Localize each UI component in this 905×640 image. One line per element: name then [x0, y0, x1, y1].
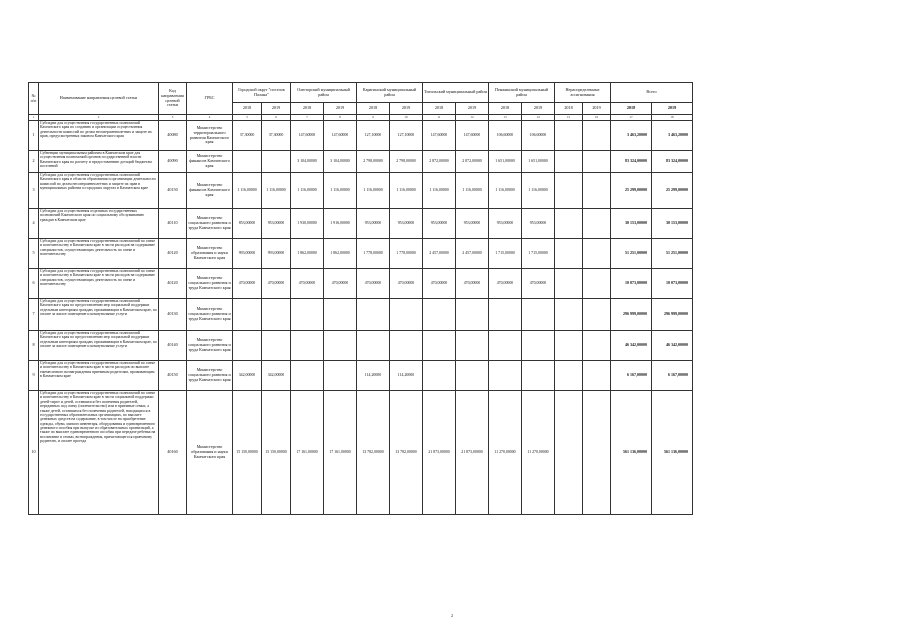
header-year: 2019: [583, 103, 611, 115]
row-code: 40120: [159, 269, 187, 299]
district-value: 342,00000: [262, 361, 291, 391]
district-value: [390, 299, 423, 331]
district-value: 147,60000: [456, 121, 489, 151]
district-value: [262, 151, 291, 173]
district-value: [583, 299, 611, 331]
district-value: 2 798,00000: [390, 151, 423, 173]
district-value: 1 116,00000: [262, 173, 291, 209]
budget-table-page: [28, 82, 693, 515]
header-grbs: ГРБС: [187, 83, 233, 115]
district-value: [583, 269, 611, 299]
district-value: 1 116,00000: [522, 173, 555, 209]
total-value: 3 463,20000: [652, 121, 693, 151]
column-index: 6: [262, 115, 291, 121]
row-code: 40110: [159, 209, 187, 239]
row-name: Субсидии для осуществления государственных полномочий по опеке и попечительству в Камчатском крае в части социальной поддержки детей-сирот и детей, оставшихся без попечения родителей, переданных под опеку (попечительство) или в приемные семьи, а также детей, оставшихся без попечения родителей, находящихся в государственных образовательных организациях, по выплате денежных средств на содержание, в том числе на приобретение одежды, обуви, мягкого инвентаря, оборудования и единовременного денежного пособия при выпуске из образовательных организаций, а также по выплате единовременного пособия при передаче ребенка на воспитание в семью, вознаграждения, причитающегося приемному родителю, и оплате проезда: [39, 391, 159, 515]
district-value: 3 104,00000: [324, 151, 357, 173]
district-value: 1 651,00000: [522, 151, 555, 173]
district-value: [291, 331, 324, 361]
district-value: [522, 361, 555, 391]
district-value: 1 651,00000: [489, 151, 522, 173]
district-value: 15 150,00000: [262, 391, 291, 515]
district-value: 1 116,00000: [456, 173, 489, 209]
district-value: 470,00000: [262, 269, 291, 299]
district-value: 13 782,00000: [390, 391, 423, 515]
header-year: 2019: [390, 103, 423, 115]
district-value: 2 457,00000: [423, 239, 456, 269]
header-year: 2018: [291, 103, 324, 115]
row-name: Субсидии для осуществления государственных полномочий Камчатского края по предоставлению мер социальной поддержки отдельным категориям граждан, проживающим в Камчатском крае, по оплате за жилое помещение и коммунальные услуги: [39, 331, 159, 361]
column-index: 12: [456, 115, 489, 121]
row-grbs: Министерство социального развития и труда Камчатского края: [187, 361, 233, 391]
table-row: [29, 299, 693, 331]
district-value: 953,00000: [262, 209, 291, 239]
row-number: 3: [29, 173, 39, 209]
header-district: Тигильский муниципальный район: [423, 83, 489, 103]
header-year: 2018: [489, 103, 522, 115]
district-value: [489, 299, 522, 331]
total-value: 46 342,00000: [611, 331, 652, 361]
district-value: [555, 269, 583, 299]
total-value: 296 999,00000: [652, 299, 693, 331]
district-value: [583, 361, 611, 391]
row-grbs: Министерство финансов Камчатского края: [187, 173, 233, 209]
district-value: [233, 299, 262, 331]
column-index: 5: [233, 115, 262, 121]
header-district: Карагинский муниципальный район: [357, 83, 423, 103]
district-value: [555, 331, 583, 361]
row-code: 40160: [159, 391, 187, 515]
district-value: [522, 331, 555, 361]
district-value: 127,10000: [390, 121, 423, 151]
district-value: [583, 331, 611, 361]
header-year: 2018: [555, 103, 583, 115]
row-grbs: Министерство образования и науки Камчатского края: [187, 239, 233, 269]
total-value: 561 136,00000: [652, 391, 693, 515]
district-value: 37,30000: [233, 121, 262, 151]
row-code: 40080: [159, 121, 187, 151]
district-value: [555, 173, 583, 209]
district-value: [262, 331, 291, 361]
district-value: 470,00000: [291, 269, 324, 299]
district-value: 470,00000: [233, 269, 262, 299]
total-value: 10 073,00000: [611, 269, 652, 299]
district-value: [390, 331, 423, 361]
district-value: 106,60000: [489, 121, 522, 151]
column-index: 3: [159, 115, 187, 121]
table-row: [29, 331, 693, 361]
table-row: [29, 209, 693, 239]
row-number: 8: [29, 331, 39, 361]
district-value: 114,20000: [390, 361, 423, 391]
row-number: 10: [29, 391, 39, 515]
total-value: 6 167,00000: [611, 361, 652, 391]
row-name: Субсидии для осуществления государственных полномочий по опеке и попечительству в Камчатском крае в части расходов по выплате ежемесячного вознаграждения приемным родителям, проживающим в Камчатском крае: [39, 361, 159, 391]
row-name: Субсидии для осуществления государственных полномочий по опеке и попечительству в Камчатском крае в части расходов на содержание специалистов, осуществляющих деятельность по опеке и попечительству: [39, 239, 159, 269]
total-value: 3 463,20000: [611, 121, 652, 151]
row-number: 1: [29, 121, 39, 151]
district-value: [555, 121, 583, 151]
district-value: 17 161,00000: [324, 391, 357, 515]
district-value: 470,00000: [456, 269, 489, 299]
district-value: [291, 361, 324, 391]
district-value: [555, 209, 583, 239]
district-value: 2 872,00000: [423, 151, 456, 173]
district-value: 1 116,00000: [233, 173, 262, 209]
row-name: Субсидии для осуществления государственных полномочий по опеке и попечительству в Камчатском крае в части расходов на содержание специалистов, осуществляющих деятельность по опеке и попечительству: [39, 269, 159, 299]
total-value: 561 136,00000: [611, 391, 652, 515]
total-value: 51 251,00000: [611, 239, 652, 269]
district-value: [324, 331, 357, 361]
district-value: 1 715,00000: [522, 239, 555, 269]
district-value: 953,00000: [423, 209, 456, 239]
district-value: 17 161,00000: [291, 391, 324, 515]
district-value: 470,00000: [489, 269, 522, 299]
row-name: Субсидии для осуществления отдельных государственных полномочий Камчатского края по социальному обслуживанию граждан в Камчатском крае: [39, 209, 159, 239]
district-value: 953,00000: [456, 209, 489, 239]
district-value: 953,00000: [390, 209, 423, 239]
district-value: [583, 209, 611, 239]
header-total-year: 2018: [611, 103, 652, 115]
district-value: 127,10000: [357, 121, 390, 151]
district-value: 1 778,00000: [357, 239, 390, 269]
district-value: [357, 299, 390, 331]
district-value: 2 872,00000: [456, 151, 489, 173]
total-value: 25 299,00000: [611, 173, 652, 209]
column-index: 9: [357, 115, 390, 121]
row-code: 40090: [159, 151, 187, 173]
district-value: 147,60000: [291, 121, 324, 151]
district-value: [456, 361, 489, 391]
row-code: 40120: [159, 239, 187, 269]
row-number: 2: [29, 151, 39, 173]
district-value: 11 270,00000: [522, 391, 555, 515]
district-value: 1 116,00000: [423, 173, 456, 209]
district-value: [555, 299, 583, 331]
district-value: [522, 299, 555, 331]
total-value: 10 073,00000: [652, 269, 693, 299]
table-row: [29, 121, 693, 151]
row-grbs: Министерство социального развития и труда Камчатского края: [187, 331, 233, 361]
row-grbs: Министерство социального развития и труда Камчатского края: [187, 299, 233, 331]
row-code: 40150: [159, 361, 187, 391]
table-row: [29, 239, 693, 269]
column-index: 11: [423, 115, 456, 121]
total-value: 46 342,00000: [652, 331, 693, 361]
table-row: [29, 269, 693, 299]
total-value: 83 324,00000: [652, 151, 693, 173]
district-value: [555, 239, 583, 269]
district-value: [583, 239, 611, 269]
district-value: [583, 151, 611, 173]
column-index: 15: [555, 115, 583, 121]
district-value: 342,00000: [233, 361, 262, 391]
district-value: 993,00000: [233, 239, 262, 269]
district-value: 37,30000: [262, 121, 291, 151]
district-value: 21 873,00000: [423, 391, 456, 515]
table-row: [29, 151, 693, 173]
row-number: 5: [29, 239, 39, 269]
row-name: Субсидии для осуществления государственных полномочий Камчатского края по предоставлению мер социальной поддержки отдельным категориям граждан, проживающим в Камчатском крае, по оплате за жилое помещение и коммунальные услуги: [39, 299, 159, 331]
district-value: 1 778,00000: [390, 239, 423, 269]
header-year: 2019: [522, 103, 555, 115]
district-value: [291, 299, 324, 331]
district-value: 147,60000: [423, 121, 456, 151]
district-value: 1 116,00000: [357, 173, 390, 209]
row-name: Субсидии для осуществления государственных полномочий Камчатского края в области образования и организации деятельности комиссий по делам несовершеннолетних и защите их прав в муниципальных районах и городских округах в Камчатском крае: [39, 173, 159, 209]
row-number: 7: [29, 299, 39, 331]
district-value: [233, 331, 262, 361]
district-value: 953,00000: [357, 209, 390, 239]
total-value: 30 153,00000: [611, 209, 652, 239]
column-index: 8: [324, 115, 357, 121]
district-value: [423, 299, 456, 331]
district-value: 1 116,00000: [324, 173, 357, 209]
header-total: Всего: [611, 83, 693, 103]
table-row: [29, 173, 693, 209]
district-value: [324, 361, 357, 391]
row-name: Субсидии для осуществления государственных полномочий Камчатского края по созданию и организации осуществления деятельности комиссий по делам несовершеннолетних и защите их прав, предусмотренных законом Камчатского края: [39, 121, 159, 151]
row-grbs: Министерство образования и науки Камчатского края: [187, 391, 233, 515]
district-value: [233, 151, 262, 173]
column-index: 4: [187, 115, 233, 121]
district-value: [555, 391, 583, 515]
column-index: 10: [390, 115, 423, 121]
district-value: [456, 331, 489, 361]
district-value: 470,00000: [390, 269, 423, 299]
row-code: 40130: [159, 299, 187, 331]
total-value: 30 153,00000: [652, 209, 693, 239]
district-value: 470,00000: [357, 269, 390, 299]
district-value: 1 862,00000: [324, 239, 357, 269]
district-value: 2 457,00000: [456, 239, 489, 269]
row-number: 6: [29, 269, 39, 299]
district-value: 953,00000: [522, 209, 555, 239]
district-value: 993,00000: [262, 239, 291, 269]
header-district: Пенжинский муниципальный район: [489, 83, 555, 103]
total-value: 6 167,00000: [652, 361, 693, 391]
district-value: 853,00000: [233, 209, 262, 239]
row-grbs: Министерство социального развития и труда Камчатского края: [187, 269, 233, 299]
district-value: [489, 361, 522, 391]
header-year: 2019: [262, 103, 291, 115]
district-value: [583, 173, 611, 209]
column-index: 16: [583, 115, 611, 121]
header-district: Городской округ "поселок Палана": [233, 83, 291, 103]
district-value: 1 862,00000: [291, 239, 324, 269]
page-number: 2: [451, 613, 453, 618]
district-value: 1 116,00000: [390, 173, 423, 209]
header-row-no: № п/п: [29, 83, 39, 115]
district-value: [489, 331, 522, 361]
header-total-year: 2019: [652, 103, 693, 115]
header-year: 2018: [423, 103, 456, 115]
total-value: 51 251,00000: [652, 239, 693, 269]
row-grbs: Министерство территориального развития Камчатского края: [187, 121, 233, 151]
district-value: 1 116,00000: [291, 173, 324, 209]
district-value: [555, 151, 583, 173]
district-value: 13 782,00000: [357, 391, 390, 515]
district-value: [583, 121, 611, 151]
district-value: [555, 361, 583, 391]
header-name: Наименование направления целевой статьи: [39, 83, 159, 115]
column-index: 7: [291, 115, 324, 121]
district-value: 1 116,00000: [489, 173, 522, 209]
header-year: 2018: [233, 103, 262, 115]
district-value: 470,00000: [324, 269, 357, 299]
column-index: 18: [652, 115, 693, 121]
column-index: 13: [489, 115, 522, 121]
row-name: Субвенции муниципальным районам в Камчатском крае для осуществления полномочий органов государственной власти Камчатского края по расчету и предоставлению дотаций бюджетам поселений: [39, 151, 159, 173]
column-index: 2: [39, 115, 159, 121]
row-number: 4: [29, 209, 39, 239]
district-value: [456, 299, 489, 331]
district-value: 21 873,00000: [456, 391, 489, 515]
budget-table: [28, 82, 693, 515]
district-value: 470,00000: [423, 269, 456, 299]
district-value: 147,60000: [324, 121, 357, 151]
row-grbs: Министерство социального развития и труда Камчатского края: [187, 209, 233, 239]
row-number: 9: [29, 361, 39, 391]
header-district: Нераспределенные ассигнования: [555, 83, 611, 103]
total-value: 83 324,00000: [611, 151, 652, 173]
district-value: [357, 331, 390, 361]
row-code: 40150: [159, 173, 187, 209]
district-value: 1 916,00000: [324, 209, 357, 239]
district-value: 11 270,00000: [489, 391, 522, 515]
table-row: [29, 391, 693, 515]
header-year: 2018: [357, 103, 390, 115]
district-value: 1 930,00000: [291, 209, 324, 239]
district-value: 470,00000: [522, 269, 555, 299]
district-value: [324, 299, 357, 331]
total-value: 25 299,00000: [652, 173, 693, 209]
district-value: 3 104,00000: [291, 151, 324, 173]
header-year: 2019: [324, 103, 357, 115]
row-grbs: Министерство финансов Камчатского края: [187, 151, 233, 173]
district-value: 2 798,00000: [357, 151, 390, 173]
district-value: 1 715,00000: [489, 239, 522, 269]
total-value: 296 999,00000: [611, 299, 652, 331]
district-value: 15 150,00000: [233, 391, 262, 515]
column-index: 14: [522, 115, 555, 121]
table-row: [29, 361, 693, 391]
row-code: 40140: [159, 331, 187, 361]
column-index: 17: [611, 115, 652, 121]
district-value: 106,60000: [522, 121, 555, 151]
district-value: 114,20000: [357, 361, 390, 391]
district-value: [423, 361, 456, 391]
district-value: [583, 391, 611, 515]
district-value: 953,00000: [489, 209, 522, 239]
column-index: 1: [29, 115, 39, 121]
header-district: Олюторский муниципальный район: [291, 83, 357, 103]
header-code: Код направления целевой статьи: [159, 83, 187, 115]
district-value: [262, 299, 291, 331]
header-year: 2019: [456, 103, 489, 115]
district-value: [423, 331, 456, 361]
